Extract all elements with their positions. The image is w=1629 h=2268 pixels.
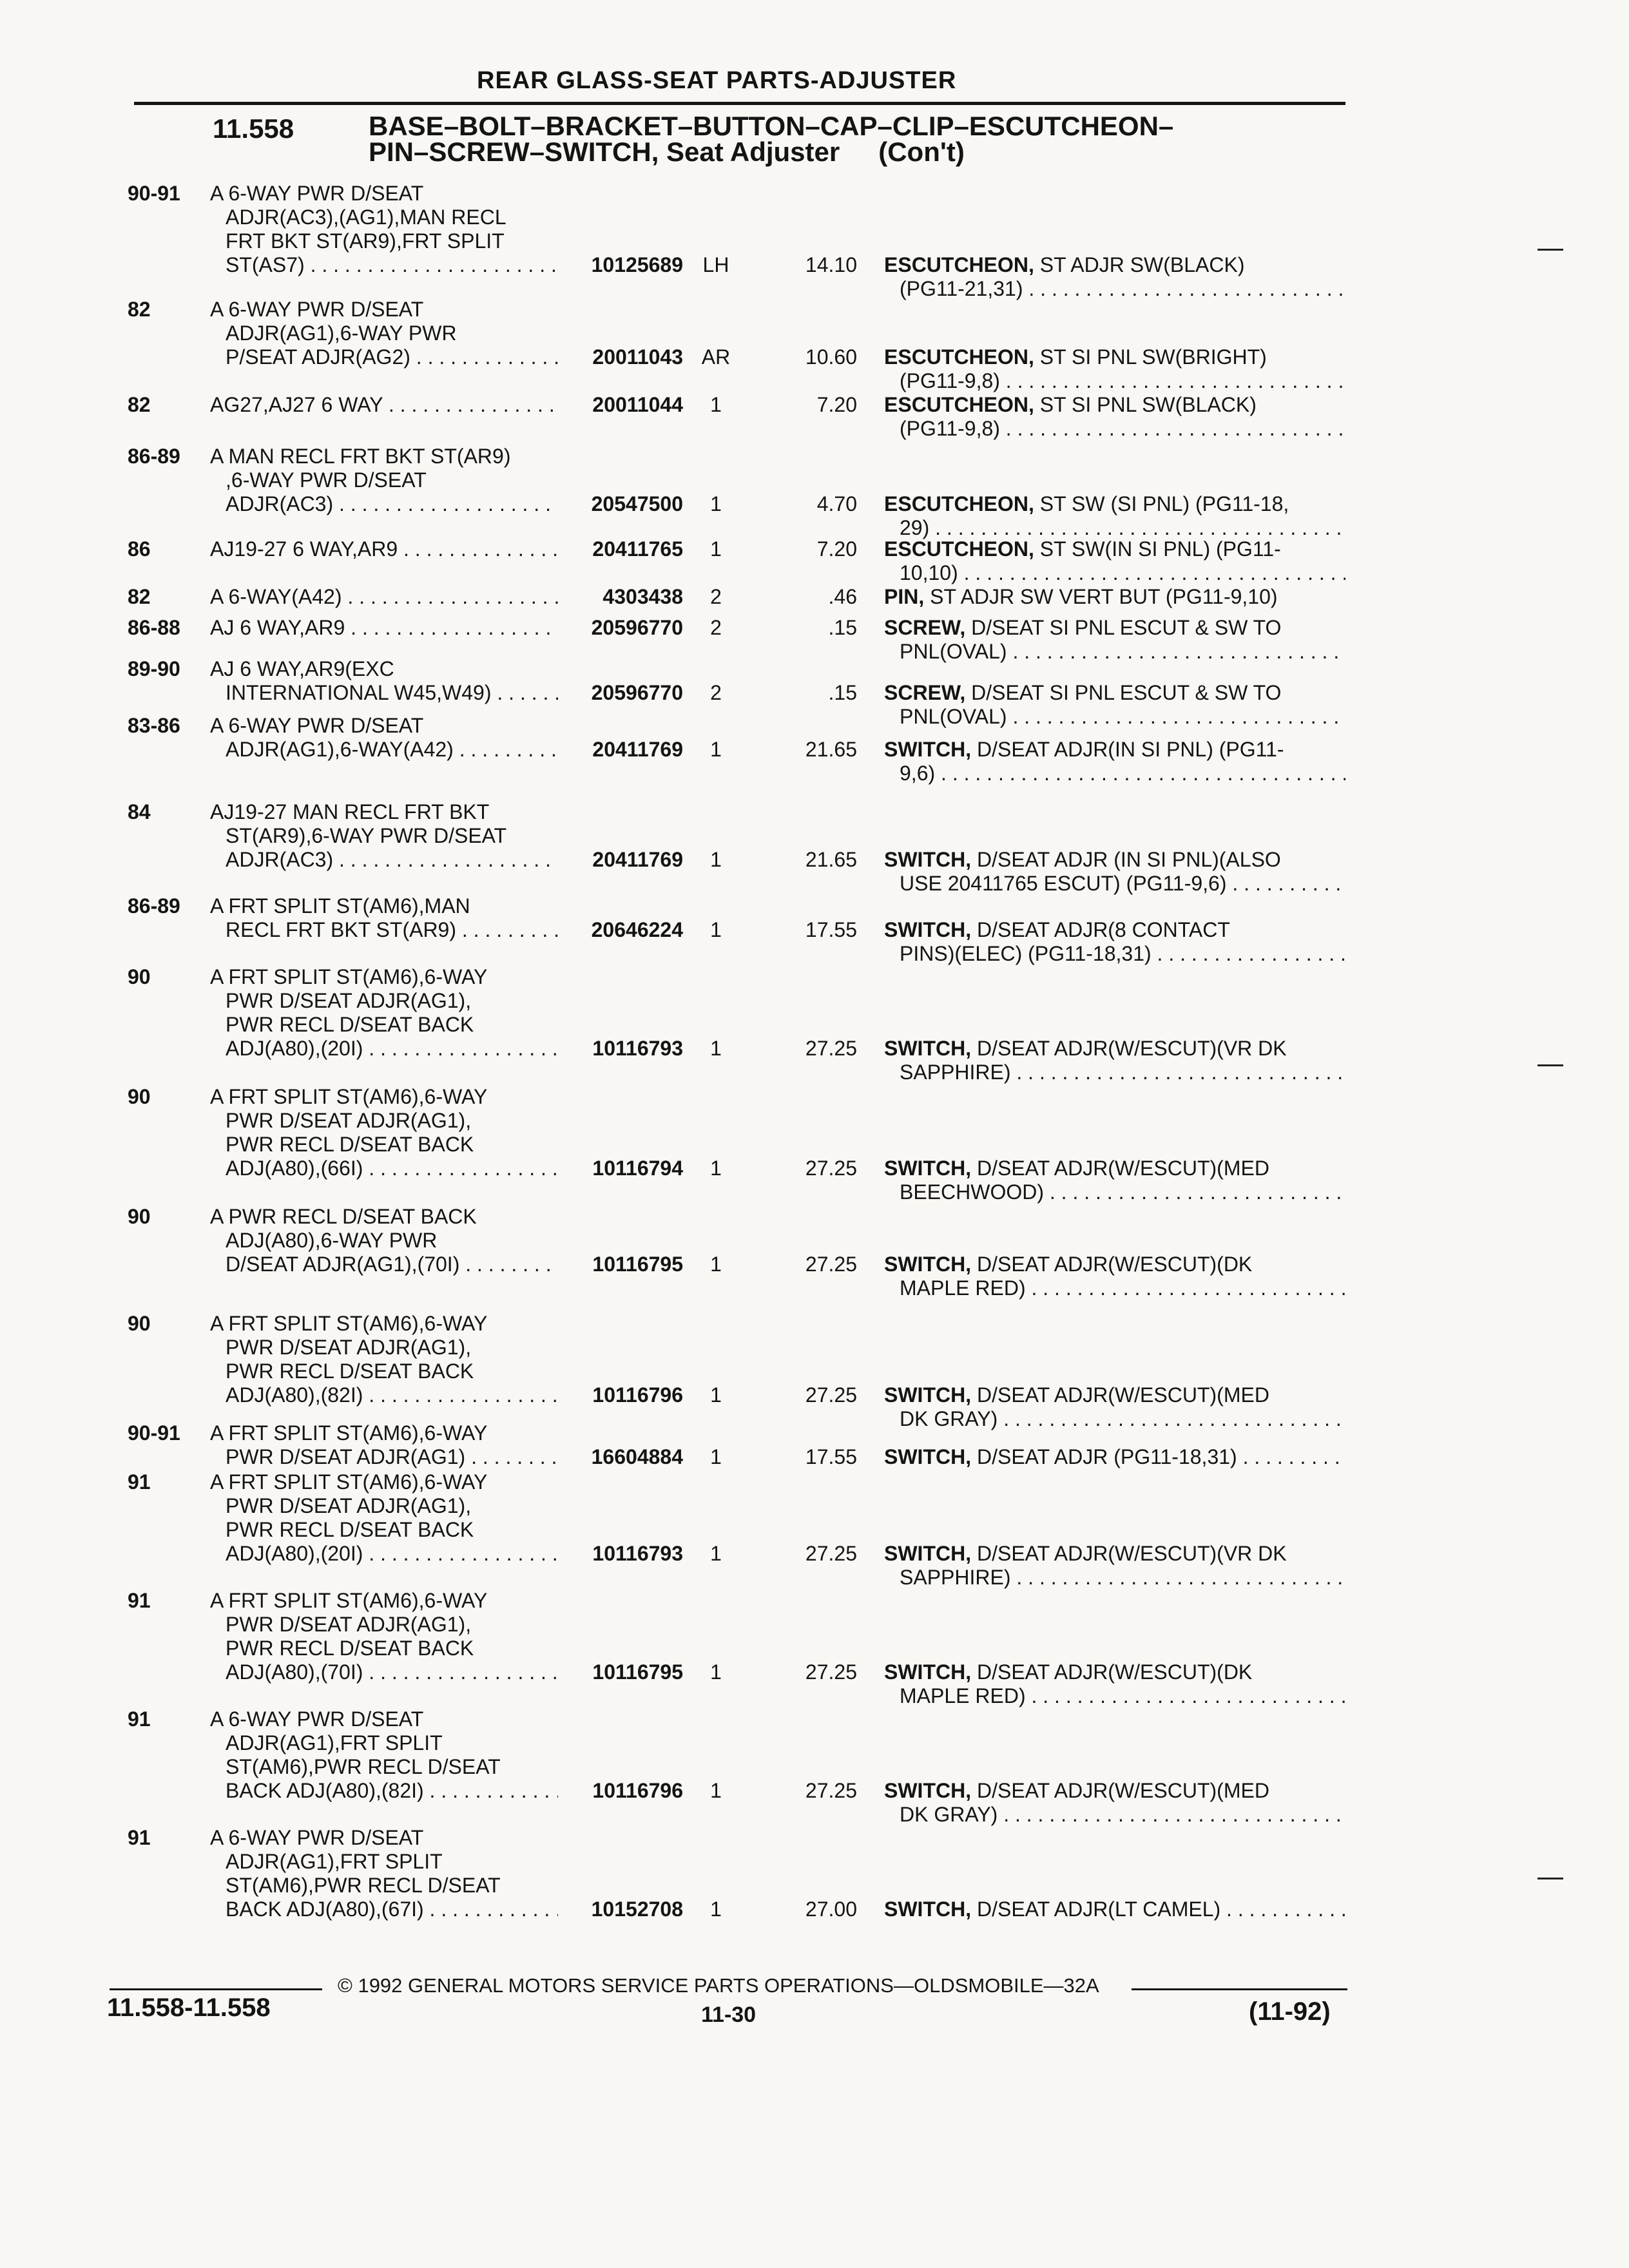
- part-number: 10116793: [592, 1542, 683, 1565]
- page-heading: REAR GLASS-SEAT PARTS-ADJUSTER: [477, 67, 957, 94]
- part-name-line: [900, 762, 1345, 785]
- part-name-detail: 9,6): [900, 762, 936, 785]
- price: .46: [828, 585, 857, 608]
- quantity: 1: [710, 848, 722, 871]
- part-name-line: [900, 1566, 1345, 1590]
- part-name: SWITCH,: [884, 1445, 972, 1468]
- footer-page-number: 11-30: [701, 2003, 757, 2027]
- price: 14.10: [805, 253, 857, 276]
- part-name-detail: ST ADJR SW VERT BUT (PG11-9,10): [930, 585, 1278, 608]
- part-name-detail: 29): [900, 516, 930, 539]
- model-year: 91: [128, 1470, 151, 1494]
- part-name-line: [884, 1779, 1345, 1803]
- quantity: 1: [710, 738, 722, 761]
- model-year: 90: [128, 1085, 151, 1108]
- model-year: 86: [128, 537, 151, 561]
- part-number: 10116795: [592, 1660, 683, 1684]
- usage-description: PWR D/SEAT ADJR(AG1),: [226, 989, 472, 1012]
- price: 27.00: [805, 1898, 857, 1921]
- usage-description: PWR D/SEAT ADJR(AG1),: [226, 1109, 472, 1132]
- part-name-detail: MAPLE RED): [900, 1276, 1026, 1300]
- price: 7.20: [816, 393, 857, 416]
- quantity: 2: [710, 681, 722, 704]
- price: 17.55: [805, 1445, 857, 1468]
- price: 10.60: [805, 345, 857, 369]
- part-number: 20411769: [592, 848, 683, 871]
- price: .15: [828, 681, 857, 704]
- part-number: 20646224: [591, 918, 683, 941]
- part-number: 10116796: [592, 1779, 683, 1802]
- part-name-detail: PNL(OVAL): [900, 640, 1007, 663]
- part-name-detail: ST ADJR SW(BLACK): [1039, 253, 1245, 276]
- model-year: 86-89: [128, 445, 180, 468]
- part-name-detail: USE 20411765 ESCUT) (PG11-9,6): [900, 872, 1227, 895]
- usage-description: FRT BKT ST(AR9),FRT SPLIT: [226, 229, 505, 253]
- footer-rule-left: [110, 1988, 322, 1990]
- part-name-line: [884, 1037, 1345, 1061]
- part-name-line: [884, 1898, 1345, 1921]
- part-name: SWITCH,: [884, 1779, 972, 1802]
- section-title: [369, 113, 1173, 165]
- usage-description: A FRT SPLIT ST(AM6),6-WAY: [210, 1589, 488, 1612]
- model-year: 90-91: [128, 1421, 180, 1445]
- part-name-line: [900, 1407, 1345, 1431]
- part-name-detail: DK GRAY): [900, 1407, 998, 1430]
- section-title-line2: [369, 139, 1173, 165]
- usage-description: PWR RECL D/SEAT BACK: [226, 1133, 474, 1156]
- usage-description: ADJR(AG1),FRT SPLIT: [226, 1731, 443, 1754]
- quantity: 1: [710, 1779, 722, 1802]
- price: 27.25: [805, 1779, 857, 1802]
- part-name-line: [884, 738, 1345, 762]
- part-name-detail: D/SEAT ADJR(W/ESCUT)(MED: [976, 1383, 1269, 1407]
- part-name: SWITCH,: [884, 1037, 972, 1060]
- usage-description: PWR D/SEAT ADJR(AG1) . . .: [226, 1445, 558, 1469]
- price: 7.20: [816, 537, 857, 561]
- margin-mark: [1537, 1878, 1563, 1879]
- usage-description: ADJR(AC3) . . .: [226, 492, 558, 516]
- part-name-detail: ST SW (SI PNL) (PG11-18,: [1039, 492, 1289, 515]
- part-name-detail: SAPPHIRE): [900, 1061, 1011, 1084]
- part-number: 20596770: [591, 681, 683, 704]
- usage-description: ADJ(A80),(66I) . . .: [226, 1157, 558, 1180]
- price: 17.55: [805, 918, 857, 941]
- section-title-line2-text: PIN–SCREW–SWITCH, Seat Adjuster: [369, 137, 840, 167]
- model-year: 91: [128, 1707, 151, 1731]
- usage-description: A 6-WAY PWR D/SEAT: [210, 298, 424, 321]
- part-number: 16604884: [591, 1445, 683, 1468]
- model-year: 86-88: [128, 616, 180, 639]
- usage-description: A FRT SPLIT ST(AM6),MAN: [210, 894, 470, 918]
- quantity: 1: [710, 1660, 722, 1684]
- part-number: 20411769: [592, 738, 683, 761]
- part-name-line: [900, 1684, 1345, 1708]
- part-name: ESCUTCHEON,: [884, 345, 1034, 369]
- usage-description: A FRT SPLIT ST(AM6),6-WAY: [210, 1421, 488, 1445]
- quantity: 2: [710, 585, 722, 608]
- quantity: 1: [710, 1383, 722, 1407]
- part-name-detail: ST SI PNL SW(BRIGHT): [1039, 345, 1267, 369]
- usage-description: A 6-WAY(A42) . . .: [210, 585, 558, 609]
- quantity: 1: [710, 1542, 722, 1565]
- part-name-detail: (PG11-9,8): [900, 417, 1000, 440]
- usage-description: PWR D/SEAT ADJR(AG1),: [226, 1613, 472, 1636]
- part-name: SWITCH,: [884, 1157, 972, 1180]
- part-name: SWITCH,: [884, 1383, 972, 1407]
- quantity: 1: [710, 1898, 722, 1921]
- usage-description: PWR RECL D/SEAT BACK: [226, 1013, 474, 1036]
- part-number: 4303438: [602, 585, 683, 608]
- part-name-line: [884, 681, 1345, 705]
- part-name-line: [884, 537, 1345, 561]
- quantity: 1: [710, 1037, 722, 1060]
- section-title-line1: BASE–BOLT–BRACKET–BUTTON–CAP–CLIP–ESCUTCHEON–: [369, 111, 1174, 141]
- usage-description: A MAN RECL FRT BKT ST(AR9): [210, 445, 511, 468]
- footer-date: (11-92): [1249, 1997, 1331, 2026]
- part-name-detail: BEECHWOOD): [900, 1180, 1044, 1204]
- part-name-line: [900, 1180, 1345, 1204]
- part-number: 10152708: [591, 1898, 683, 1921]
- part-name-line: [900, 561, 1345, 585]
- model-year: 82: [128, 393, 151, 416]
- part-name: SWITCH,: [884, 918, 972, 941]
- part-name-line: [884, 253, 1345, 277]
- part-name-detail: ST SW(IN SI PNL) (PG11-: [1039, 537, 1281, 561]
- part-name-line: [900, 640, 1345, 664]
- usage-description: PWR RECL D/SEAT BACK: [226, 1518, 474, 1541]
- margin-mark: [1537, 249, 1563, 251]
- part-name-detail: 10,10): [900, 561, 958, 584]
- usage-description: ST(AM6),PWR RECL D/SEAT: [226, 1755, 501, 1778]
- part-number: 10116794: [592, 1157, 683, 1180]
- quantity: 1: [710, 537, 722, 561]
- part-name: SWITCH,: [884, 1660, 972, 1684]
- part-name-detail: PNL(OVAL): [900, 705, 1007, 728]
- part-number: 10116796: [592, 1383, 683, 1407]
- usage-description: INTERNATIONAL W45,W49) . . .: [226, 681, 558, 705]
- price: 27.25: [805, 1037, 857, 1060]
- usage-description: ADJR(AC3) . . .: [226, 848, 558, 872]
- part-name-line: [900, 705, 1345, 729]
- price: 27.25: [805, 1660, 857, 1684]
- model-year: 90-91: [128, 182, 180, 205]
- model-year: 86-89: [128, 894, 180, 918]
- part-number: 10116795: [592, 1253, 683, 1276]
- usage-description: AJ19-27 MAN RECL FRT BKT: [210, 800, 490, 823]
- usage-description: PWR RECL D/SEAT BACK: [226, 1637, 474, 1660]
- part-number: 20547500: [591, 492, 683, 515]
- part-name-detail: MAPLE RED): [900, 1684, 1026, 1707]
- usage-description: PWR D/SEAT ADJR(AG1),: [226, 1336, 472, 1359]
- usage-description: AJ 6 WAY,AR9(EXC: [210, 657, 394, 680]
- quantity: 1: [710, 1253, 722, 1276]
- model-year: 90: [128, 1312, 151, 1335]
- usage-description: ADJ(A80),(70I) . . .: [226, 1660, 558, 1684]
- usage-description: ADJR(AG1),6-WAY PWR: [226, 322, 457, 345]
- usage-description: PWR RECL D/SEAT BACK: [226, 1360, 474, 1383]
- part-name: SWITCH,: [884, 1253, 972, 1276]
- usage-description: ADJR(AG1),6-WAY(A42) . . .: [226, 738, 558, 762]
- usage-description: A 6-WAY PWR D/SEAT: [210, 714, 424, 737]
- part-name-line: [884, 1445, 1345, 1469]
- part-name-detail: D/SEAT ADJR(W/ESCUT)(VR DK: [976, 1542, 1287, 1565]
- part-name-detail: D/SEAT ADJR(W/ESCUT)(VR DK: [976, 1037, 1287, 1060]
- usage-description: A 6-WAY PWR D/SEAT: [210, 182, 424, 205]
- usage-description: ADJ(A80),6-WAY PWR: [226, 1229, 438, 1252]
- part-name-line: [900, 1276, 1345, 1300]
- usage-description: ADJ(A80),(20I) . . .: [226, 1037, 558, 1061]
- part-name-detail: D/SEAT ADJR(IN SI PNL) (PG11-: [976, 738, 1284, 761]
- usage-description: A PWR RECL D/SEAT BACK: [210, 1205, 477, 1228]
- part-name-detail: D/SEAT ADJR(W/ESCUT)(DK: [976, 1253, 1253, 1276]
- part-number: 20596770: [591, 616, 683, 639]
- model-year: 91: [128, 1589, 151, 1612]
- part-name: SCREW,: [884, 681, 966, 704]
- part-name-detail: (PG11-9,8): [900, 369, 1000, 392]
- part-name-detail: D/SEAT ADJR(W/ESCUT)(MED: [976, 1157, 1269, 1180]
- part-name-line: [884, 1253, 1345, 1276]
- usage-description: A 6-WAY PWR D/SEAT: [210, 1707, 424, 1731]
- part-number: 20011043: [592, 345, 683, 369]
- margin-mark: [1537, 1064, 1563, 1066]
- price: 4.70: [816, 492, 857, 515]
- part-name: SWITCH,: [884, 848, 972, 871]
- part-name: SWITCH,: [884, 1898, 972, 1921]
- usage-description: AJ 6 WAY,AR9 . . .: [210, 616, 558, 640]
- quantity: 1: [710, 492, 722, 515]
- section-contd: (Con't): [878, 137, 965, 167]
- part-name-detail: D/SEAT ADJR (PG11-18,31): [976, 1445, 1237, 1468]
- model-year: 89-90: [128, 657, 180, 680]
- price: 27.25: [805, 1383, 857, 1407]
- part-name-line: [884, 585, 1345, 609]
- part-name-line: [900, 1803, 1345, 1827]
- part-name-line: [900, 417, 1345, 441]
- part-name-detail: D/SEAT SI PNL ESCUT & SW TO: [971, 681, 1282, 704]
- usage-description: ST(AS7) . . .: [226, 253, 558, 277]
- price: 27.25: [805, 1253, 857, 1276]
- quantity: 1: [710, 1445, 722, 1468]
- quantity: 1: [710, 393, 722, 416]
- part-name-detail: ST SI PNL SW(BLACK): [1039, 393, 1257, 416]
- part-name-detail: (PG11-21,31): [900, 277, 1023, 300]
- part-number: 10116793: [592, 1037, 683, 1060]
- heading-rule: [134, 102, 1345, 105]
- usage-description: ADJ(A80),(82I) . . .: [226, 1383, 558, 1407]
- usage-description: A 6-WAY PWR D/SEAT: [210, 1826, 424, 1849]
- part-name-line: [884, 1157, 1345, 1180]
- part-name: PIN,: [884, 585, 925, 608]
- part-name-line: [884, 492, 1345, 516]
- usage-description: RECL FRT BKT ST(AR9) . . .: [226, 918, 558, 942]
- price: .15: [828, 616, 857, 639]
- model-year: 91: [128, 1826, 151, 1849]
- part-name: ESCUTCHEON,: [884, 393, 1034, 416]
- part-name-line: [884, 345, 1345, 369]
- usage-description: A FRT SPLIT ST(AM6),6-WAY: [210, 1312, 488, 1335]
- model-year: 83-86: [128, 714, 180, 737]
- price: 21.65: [805, 738, 857, 761]
- part-name-line: [884, 393, 1345, 417]
- part-name-detail: DK GRAY): [900, 1803, 998, 1826]
- part-name-line: [900, 1061, 1345, 1084]
- price: 27.25: [805, 1542, 857, 1565]
- usage-description: PWR D/SEAT ADJR(AG1),: [226, 1494, 472, 1517]
- model-year: 84: [128, 800, 151, 823]
- model-year: 90: [128, 1205, 151, 1228]
- part-name-detail: D/SEAT ADJR (IN SI PNL)(ALSO: [976, 848, 1281, 871]
- price: 21.65: [805, 848, 857, 871]
- part-name-detail: SAPPHIRE): [900, 1566, 1011, 1589]
- section-number: 11.558: [213, 113, 294, 144]
- part-name-detail: PINS)(ELEC) (PG11-18,31): [900, 942, 1152, 965]
- part-name: SWITCH,: [884, 738, 972, 761]
- usage-description: AG27,AJ27 6 WAY . . .: [210, 393, 558, 417]
- model-year: 90: [128, 965, 151, 988]
- quantity: AR: [701, 345, 731, 369]
- part-name: SWITCH,: [884, 1542, 972, 1565]
- usage-description: BACK ADJ(A80),(67I) . . .: [226, 1898, 558, 1921]
- part-name-line: [900, 369, 1345, 393]
- part-name: ESCUTCHEON,: [884, 537, 1034, 561]
- usage-description: AJ19-27 6 WAY,AR9 . . .: [210, 537, 558, 561]
- footer-rule-right: [1132, 1988, 1347, 1990]
- part-number: 20011044: [592, 393, 683, 416]
- usage-description: ADJR(AG1),FRT SPLIT: [226, 1850, 443, 1873]
- part-name: ESCUTCHEON,: [884, 253, 1034, 276]
- usage-description: ADJR(AC3),(AG1),MAN RECL: [226, 206, 506, 229]
- usage-description: ADJ(A80),(20I) . . .: [226, 1542, 558, 1566]
- usage-description: D/SEAT ADJR(AG1),(70I) . . .: [226, 1253, 558, 1276]
- quantity: LH: [702, 253, 729, 276]
- part-name: SCREW,: [884, 616, 966, 639]
- usage-description: ST(AR9),6-WAY PWR D/SEAT: [226, 824, 507, 847]
- part-name-line: [884, 1542, 1345, 1566]
- usage-description: BACK ADJ(A80),(82I) . . .: [226, 1779, 558, 1803]
- part-number: 10125689: [591, 253, 683, 276]
- part-name-line: [900, 277, 1345, 301]
- part-name-line: [900, 942, 1345, 966]
- part-name-detail: D/SEAT ADJR(W/ESCUT)(MED: [976, 1779, 1269, 1802]
- usage-description: ,6-WAY PWR D/SEAT: [226, 468, 427, 492]
- part-name-line: [884, 1660, 1345, 1684]
- usage-description: A FRT SPLIT ST(AM6),6-WAY: [210, 965, 488, 988]
- model-year: 82: [128, 585, 151, 608]
- part-name-line: [900, 872, 1345, 896]
- usage-description: A FRT SPLIT ST(AM6),6-WAY: [210, 1470, 488, 1494]
- model-year: 82: [128, 298, 151, 321]
- price: 27.25: [805, 1157, 857, 1180]
- part-name-line: [884, 1383, 1345, 1407]
- footer-copyright: © 1992 GENERAL MOTORS SERVICE PARTS OPERATIONS—OLDSMOBILE—32A: [338, 1974, 1099, 1997]
- quantity: 1: [710, 1157, 722, 1180]
- usage-description: P/SEAT ADJR(AG2) . . .: [226, 345, 558, 369]
- part-name-detail: D/SEAT ADJR(W/ESCUT)(DK: [976, 1660, 1253, 1684]
- part-name: ESCUTCHEON,: [884, 492, 1034, 515]
- part-name-detail: D/SEAT SI PNL ESCUT & SW TO: [971, 616, 1282, 639]
- footer-range: 11.558-11.558: [107, 1994, 271, 2022]
- usage-description: A FRT SPLIT ST(AM6),6-WAY: [210, 1085, 488, 1108]
- part-name-detail: D/SEAT ADJR(LT CAMEL): [976, 1898, 1221, 1921]
- quantity: 2: [710, 616, 722, 639]
- part-number: 20411765: [592, 537, 683, 561]
- part-name-line: [884, 918, 1345, 942]
- usage-description: ST(AM6),PWR RECL D/SEAT: [226, 1874, 501, 1897]
- quantity: 1: [710, 918, 722, 941]
- part-name-line: [884, 616, 1345, 640]
- part-name-detail: D/SEAT ADJR(8 CONTACT: [976, 918, 1230, 941]
- part-name-line: [900, 516, 1345, 540]
- part-name-line: [884, 848, 1345, 872]
